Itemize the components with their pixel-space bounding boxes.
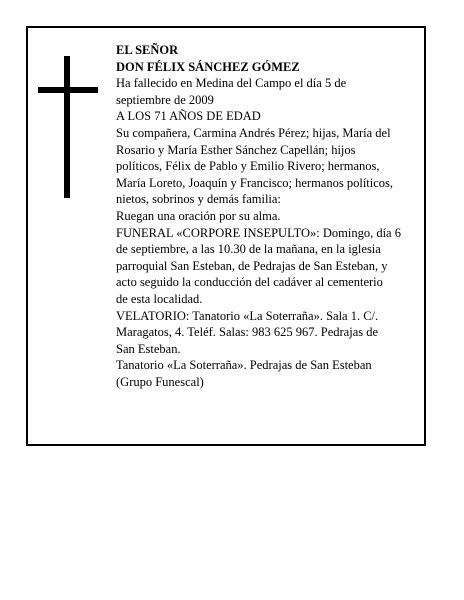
- obituary-notice: [26, 26, 426, 446]
- footer-line-1: Tanatorio «La Soterraña». Pedrajas de San Esteban: [116, 358, 372, 373]
- family-line-4: María Loreto, Joaquín y Francisco; hermanos políticos,: [116, 175, 394, 190]
- cross-horizontal-bar: [38, 87, 98, 93]
- wake-line-1: VELATORIO: Tanatorio «La Soterraña». Sala 1. C/.: [116, 308, 379, 323]
- family-line-5: nietos, sobrinos y demás familia:: [116, 192, 281, 207]
- latin-cross-icon: [38, 56, 98, 198]
- heading-line-1: EL SEÑOR: [116, 43, 179, 57]
- funeral-line-4: acto seguido la conducción del cadáver al cementerio: [116, 275, 383, 290]
- funeral-line-3: parroquial San Esteban, de Pedrajas de San Esteban, y: [116, 258, 388, 273]
- death-info-line-2: septiembre de 2009: [116, 92, 214, 107]
- prayer-line: Ruegan una oración por su alma.: [116, 208, 281, 223]
- footer-line-2: (Grupo Funescal): [116, 374, 204, 389]
- family-line-2: Rosario y María Esther Sánchez Capellán; hijos: [116, 142, 356, 157]
- obituary-text: [116, 42, 426, 390]
- funeral-line-5: de esta localidad.: [116, 291, 203, 306]
- funeral-line-1: FUNERAL «CORPORE INSEPULTO»: Domingo, día 6: [116, 225, 401, 240]
- family-line-3: políticos, Félix de Pablo y Emilio Rivero; hermanos,: [116, 159, 380, 174]
- wake-line-2: Maragatos, 4. Teléf. Salas: 983 625 967. Pedrajas de: [116, 325, 379, 340]
- wake-line-3: San Esteban.: [116, 341, 181, 356]
- heading-line-2: DON FÉLIX SÁNCHEZ GÓMEZ: [116, 59, 300, 74]
- death-info-line-1: Ha fallecido en Medina del Campo el día 5 de: [116, 76, 347, 91]
- age-line: A LOS 71 AÑOS DE EDAD: [116, 109, 261, 124]
- family-line-1: Su compañera, Carmina Andrés Pérez; hijas, María del: [116, 125, 391, 140]
- cross-vertical-bar: [64, 56, 70, 198]
- funeral-line-2: de septiembre, a las 10.30 de la mañana, en la iglesia: [116, 242, 381, 257]
